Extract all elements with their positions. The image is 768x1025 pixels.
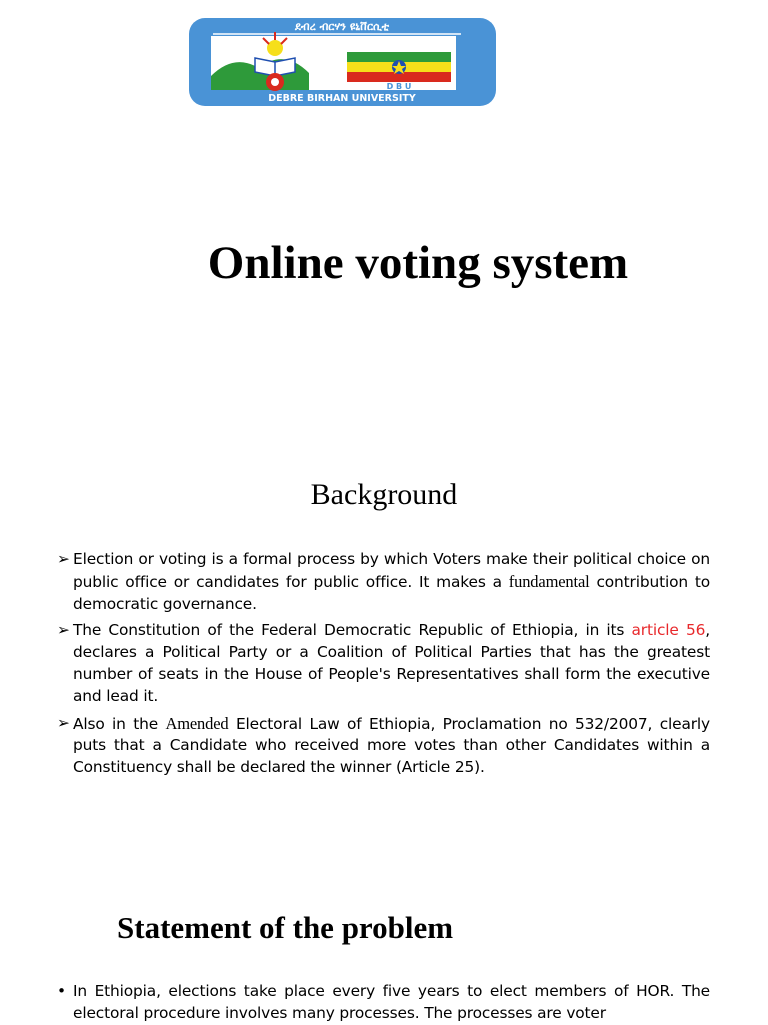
arrow-bullet-icon: ➢ — [57, 621, 70, 640]
background-heading: Background — [310, 478, 458, 511]
page-title: Online voting system — [207, 237, 629, 289]
statement-heading: Statement of the problem — [117, 910, 454, 945]
background-bullet-election: ➢ Election or voting is a formal process by which Voters make their political choice on public office or candidates for public office. It makes a fundamental contribution to democratic governance. — [57, 550, 710, 613]
statement-bullet-list — [57, 981, 710, 1025]
dot-bullet-icon: • — [57, 982, 66, 1000]
arrow-bullet-icon: ➢ — [57, 550, 70, 568]
logo-emblem-icon — [189, 18, 496, 106]
logo-script-text: ደብረ ብርሃን ዩኒቨርሲቲ — [294, 20, 390, 33]
logo-university-name: DEBRE BIRHAN UNIVERSITY — [268, 93, 416, 104]
university-logo — [189, 18, 496, 106]
background-bullet-list — [57, 549, 710, 784]
statement-bullet-elections: • In Ethiopia, elections take place every five years to elect members of HOR. The electoral procedure involves many processes. The processes are voter — [57, 982, 710, 1022]
logo-abbrev: D B U — [386, 82, 412, 91]
arrow-bullet-icon: ➢ — [57, 713, 70, 732]
article-56-highlight: article 56 — [631, 621, 706, 640]
background-bullet-constitution: ➢ The Constitution of the Federal Democratic Republic of Ethiopia, in its article 56, declares a Political Party or a Coalition of Political Parties that has the greatest number of seats in the House of People's Representatives shall form the executive and lead it. — [57, 621, 710, 705]
background-bullet-electoral-law: ➢ Also in the Amended Electoral Law of Ethiopia, Proclamation no 532/2007, clearly puts that a Candidate who received more votes than other Candidates within a Constituency shall be declared the winner (Article 25). — [57, 713, 710, 777]
